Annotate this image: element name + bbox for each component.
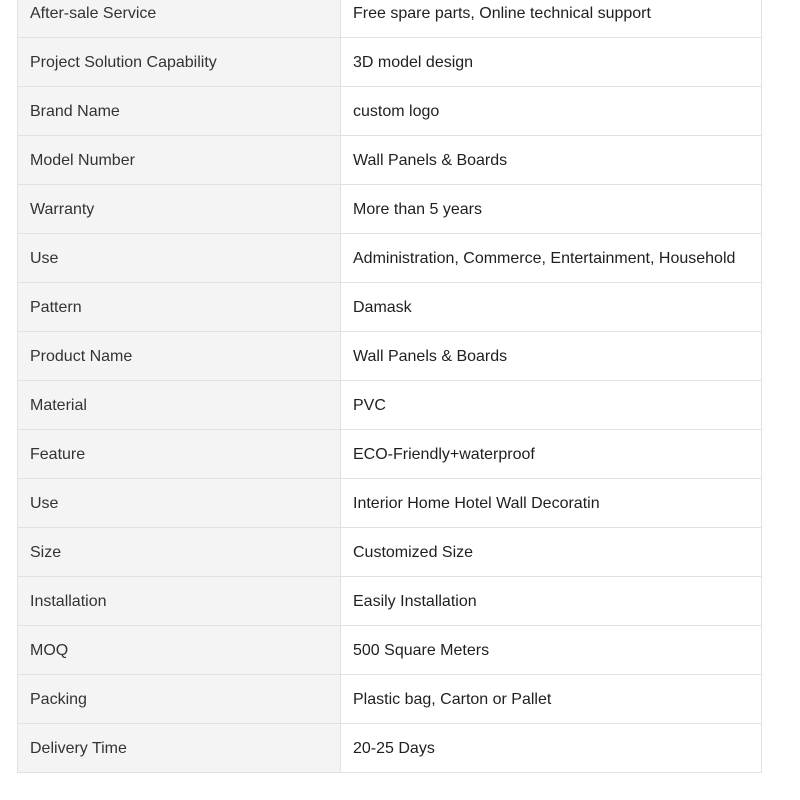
table-row (18, 381, 762, 430)
spec-label: After-sale Service (18, 0, 341, 38)
table-row (18, 626, 762, 675)
spec-value: More than 5 years (341, 185, 762, 234)
table-row (18, 0, 762, 38)
spec-value: Wall Panels & Boards (341, 136, 762, 185)
spec-value: 20-25 Days (341, 724, 762, 773)
table-row (18, 87, 762, 136)
spec-value: Interior Home Hotel Wall Decoratin (341, 479, 762, 528)
spec-value: Free spare parts, Online technical support (341, 0, 762, 38)
table-row (18, 283, 762, 332)
table-row (18, 528, 762, 577)
spec-value: Damask (341, 283, 762, 332)
spec-label: Pattern (18, 283, 341, 332)
spec-label: Use (18, 479, 341, 528)
spec-value: Customized Size (341, 528, 762, 577)
spec-label: Use (18, 234, 341, 283)
table-row (18, 332, 762, 381)
spec-label: Delivery Time (18, 724, 341, 773)
spec-label: Installation (18, 577, 341, 626)
spec-value: Easily Installation (341, 577, 762, 626)
spec-label: Model Number (18, 136, 341, 185)
product-spec-section (17, 0, 762, 773)
spec-label: Feature (18, 430, 341, 479)
table-row (18, 234, 762, 283)
table-row (18, 724, 762, 773)
spec-value: 3D model design (341, 38, 762, 87)
spec-label: Product Name (18, 332, 341, 381)
table-row (18, 185, 762, 234)
spec-label: MOQ (18, 626, 341, 675)
spec-value: ECO-Friendly+waterproof (341, 430, 762, 479)
spec-label: Project Solution Capability (18, 38, 341, 87)
spec-label: Warranty (18, 185, 341, 234)
spec-value: PVC (341, 381, 762, 430)
spec-value: Plastic bag, Carton or Pallet (341, 675, 762, 724)
table-row (18, 136, 762, 185)
spec-label: Material (18, 381, 341, 430)
spec-value: Wall Panels & Boards (341, 332, 762, 381)
spec-label: Brand Name (18, 87, 341, 136)
table-row (18, 577, 762, 626)
spec-label: Size (18, 528, 341, 577)
spec-value: 500 Square Meters (341, 626, 762, 675)
table-row (18, 675, 762, 724)
spec-value: Administration, Commerce, Entertainment, Household (341, 234, 762, 283)
spec-label: Packing (18, 675, 341, 724)
table-row (18, 38, 762, 87)
spec-value: custom logo (341, 87, 762, 136)
table-row (18, 479, 762, 528)
table-row (18, 430, 762, 479)
product-spec-table (17, 0, 762, 773)
